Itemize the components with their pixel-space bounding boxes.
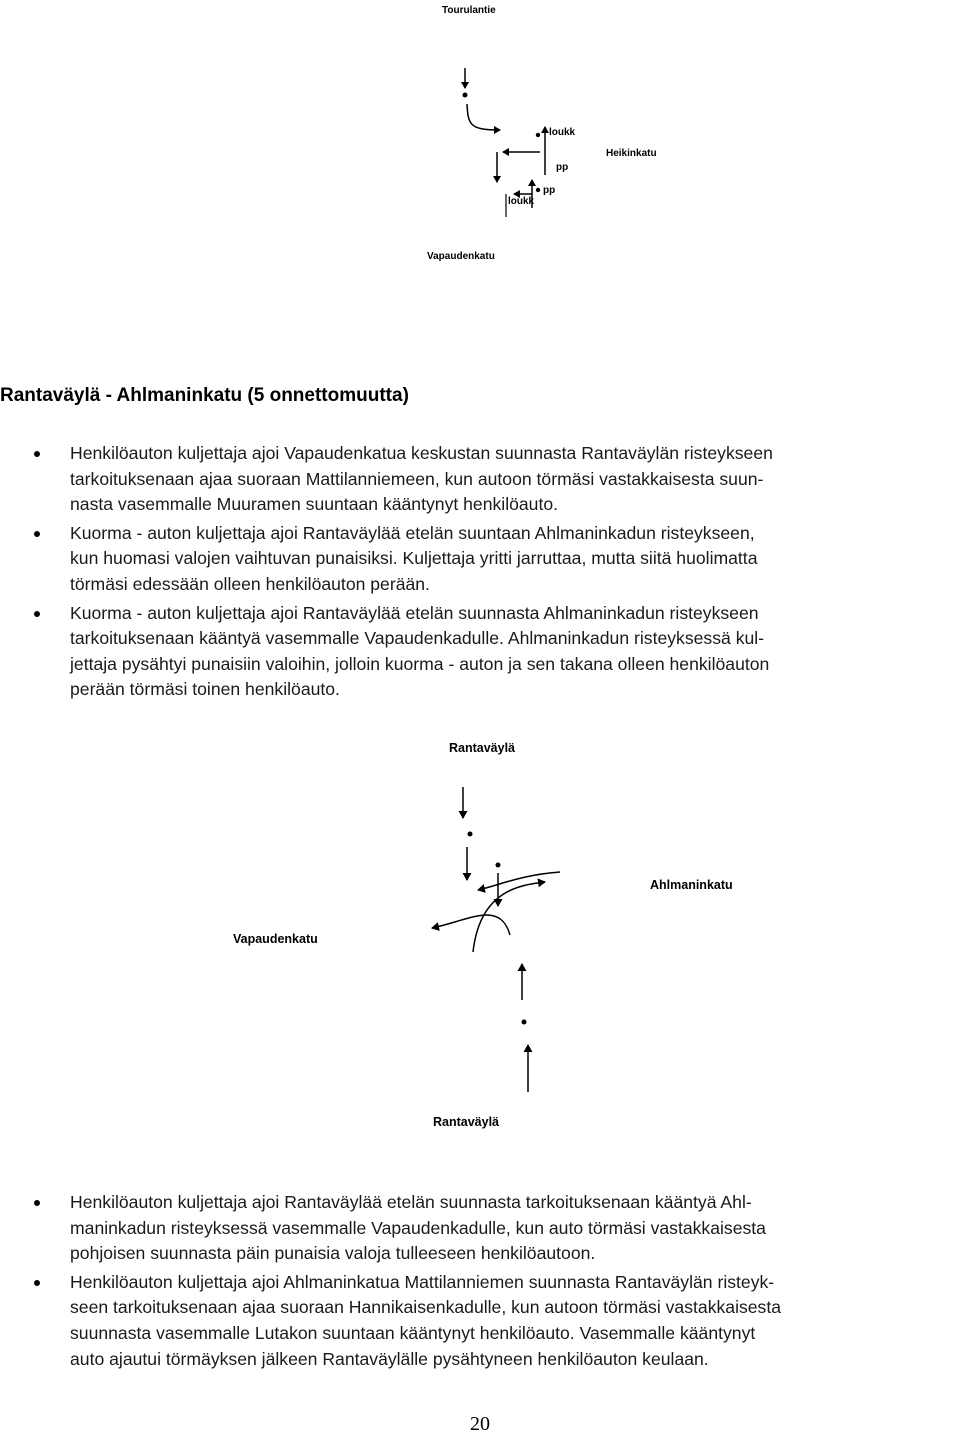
incident-text-line: jettaja pysähtyi punaisiin valoihin, jolloin kuorma - auton ja sen takana olleen henkilöauton	[70, 653, 770, 674]
diagram-1-arrows	[0, 0, 960, 270]
incident-text-line: Henkilöauton kuljettaja ajoi Vapaudenkatua keskustan suunnasta Rantaväylän risteykseen	[70, 443, 773, 463]
incident-text-line: seen tarkoituksenaan ajaa suoraan Hannikaisenkadulle, kun autoon törmäsi vastakkaisesta	[70, 1297, 782, 1318]
vehicle-dot	[463, 93, 468, 98]
vehicle-dot	[536, 188, 540, 192]
vehicle-dot	[522, 1020, 527, 1025]
incident-text-line: perään törmäsi toinen henkilöauto.	[70, 679, 340, 700]
label-rantavayla-bottom: Rantaväylä	[433, 1115, 500, 1129]
arrow-turn-west	[432, 915, 510, 935]
incident-item	[0, 1270, 960, 1372]
incident-text-line: tarkoituksenaan kääntyä vasemmalle Vapaudenkadulle. Ahlmaninkadun risteyksessä kul-	[70, 628, 765, 649]
incident-text-line: tarkoituksenaan ajaa suoraan Mattilanniemeen, kun autoon törmäsi vastakkaisesta suun-	[70, 468, 764, 489]
incident-item	[0, 1190, 960, 1267]
incident-text-line: Henkilöauton kuljettaja ajoi Rantaväylää etelän suunnasta tarkoituksenaan kääntyä Ahl-	[70, 1192, 752, 1212]
bullet-dot	[34, 531, 40, 537]
bullet-dot	[34, 451, 40, 457]
label-pp-upper: pp	[556, 162, 569, 173]
incident-text-line: auto ajautui törmäyksen jälkeen Rantaväylälle pysähtyneen henkilöauton keulaan.	[70, 1348, 709, 1369]
incident-list-1	[0, 441, 960, 703]
incident-item	[0, 521, 960, 598]
incident-list-2	[0, 1190, 960, 1372]
vehicle-dot	[496, 863, 501, 868]
bullet-dot	[34, 1200, 40, 1206]
bullet-dot	[34, 1280, 40, 1286]
incident-text-line: Kuorma - auton kuljettaja ajoi Rantaväylää etelän suuntaan Ahlmaninkadun risteykseen,	[70, 522, 755, 543]
incident-text-line: suunnasta vasemmalle Lutakon suuntaan kääntynyt henkilöauto. Vasemmalle kääntynyt	[70, 1322, 756, 1343]
label-pp-lower: pp	[543, 185, 556, 196]
incident-text-line: Henkilöauton kuljettaja ajoi Ahlmaninkatua Mattilanniemen suunnasta Rantaväylän risteyk-	[70, 1271, 775, 1292]
incident-item	[0, 601, 960, 703]
label-loukk-lower: loukk	[508, 196, 535, 207]
vehicle-dot	[536, 133, 540, 137]
arrow-turn-east	[473, 882, 545, 952]
incident-text-line: nasta vasemmalle Muuramen suuntaan kääntynyt henkilöauto.	[70, 494, 559, 515]
label-tourulantie: Tourulantie	[442, 5, 496, 16]
label-ahlmaninkatu: Ahlmaninkatu	[650, 878, 733, 892]
incident-text-line: kun huomasi valojen vaihtuvan punaisiksi. Kuljettaja yritti jarruttaa, mutta siitä huolimatta	[70, 548, 758, 569]
bullet-dot	[34, 611, 40, 617]
section-heading: Rantaväylä - Ahlmaninkatu (5 onnettomuutta)	[0, 385, 409, 406]
incident-text-line: Kuorma - auton kuljettaja ajoi Rantaväylää etelän suunnasta Ahlmaninkadun risteykseen	[70, 602, 759, 623]
arrow-turn-east	[467, 104, 500, 130]
incident-text-line: pohjoisen suunnasta päin punaisia valoja tulleeseen henkilöautoon.	[70, 1243, 596, 1264]
label-rantavayla-top: Rantaväylä	[449, 741, 516, 755]
page-number: 20	[470, 1413, 490, 1435]
vehicle-dot	[468, 832, 473, 837]
incident-item	[0, 441, 960, 518]
label-vapaudenkatu: Vapaudenkatu	[427, 251, 495, 262]
label-vapaudenkatu: Vapaudenkatu	[233, 932, 318, 946]
incident-text-line: törmäsi edessään olleen henkilöauton perään.	[70, 573, 430, 594]
incident-text-line: maninkadun risteyksessä vasemmalle Vapaudenkadulle, kun auto törmäsi vastakkaisesta	[70, 1217, 766, 1238]
label-loukk-upper: loukk	[549, 127, 576, 138]
diagram-2-arrows	[0, 730, 960, 1150]
label-heikinkatu: Heikinkatu	[606, 148, 657, 159]
